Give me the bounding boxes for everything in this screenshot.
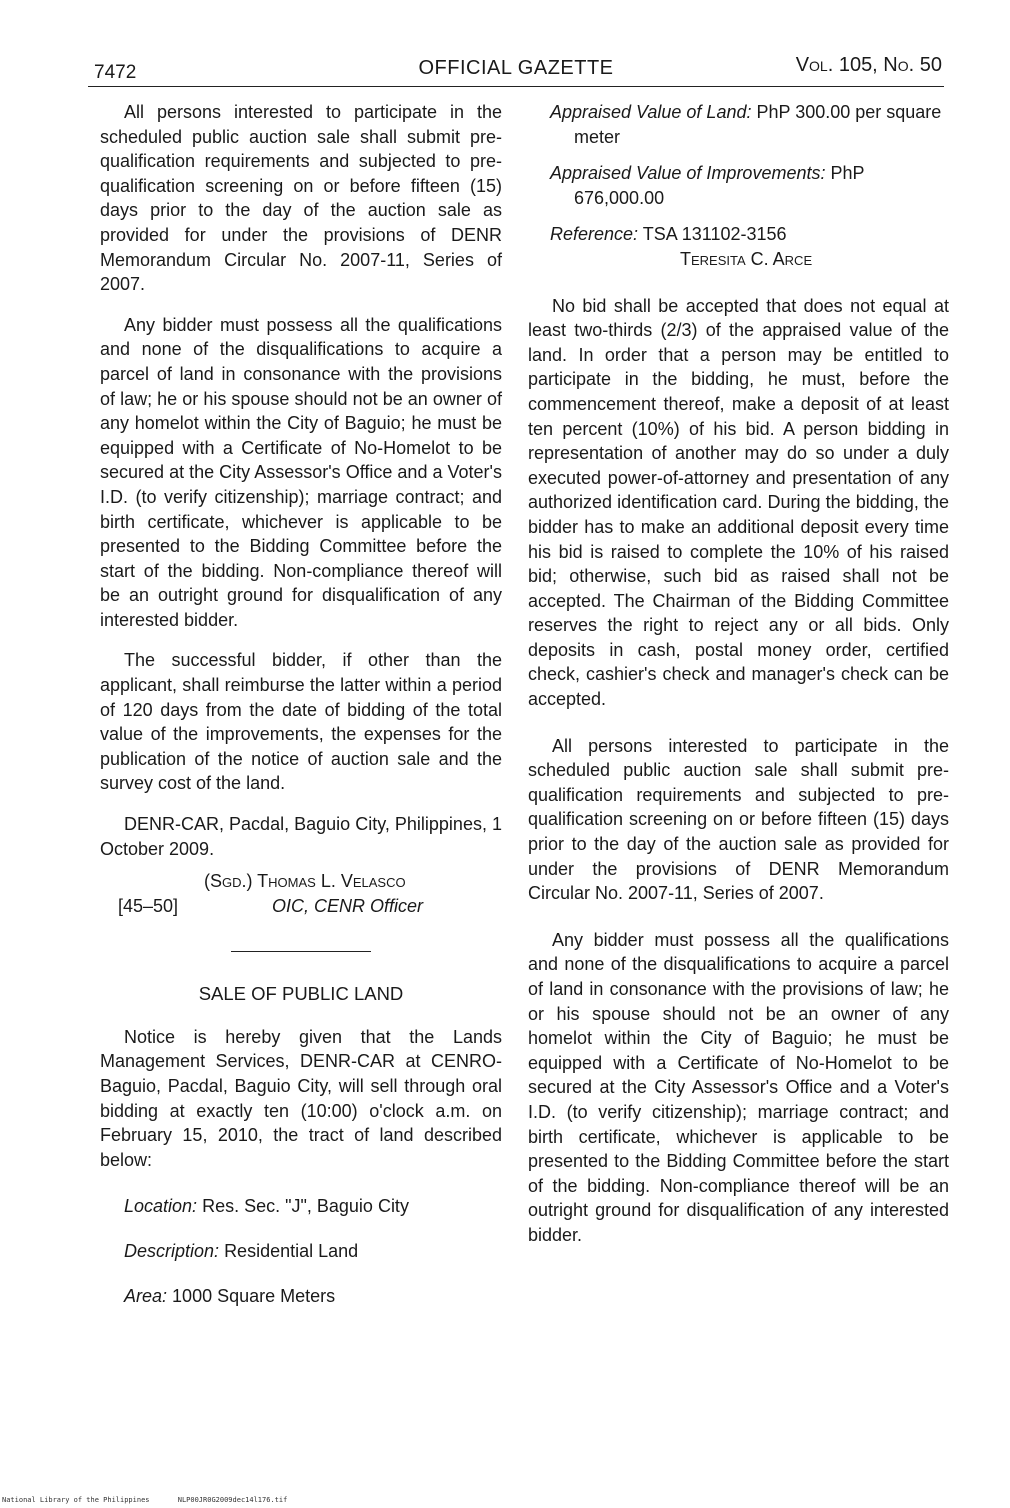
paragraph-notice: Notice is hereby given that the Lands Management Services, DENR-CAR at CENRO-Baguio, Pacdal, Baguio City, will sell through oral bidding at exactly ten (10:00) o'clock a.m. on February 15, 2010, the tract of land described below:	[100, 1026, 502, 1170]
location-label: Location:	[124, 1196, 198, 1217]
area-item	[124, 1284, 502, 1309]
paragraph-prequalification-right: All persons interested to participate in the scheduled public auction sale shall submit pre-qualification requirements and subjected to pre-qualification screening on or before fifteen (15) days prior to the day of the auction sale as provided for under the provisions of DENR Memorandum Circular No. 2007-11, Series of 2007.	[528, 735, 949, 904]
description-item	[124, 1239, 502, 1264]
page-number: 7472	[94, 62, 137, 83]
right-column	[528, 100, 949, 1264]
library-credit: National Library of the Philippines	[2, 1496, 150, 1504]
section-divider	[231, 951, 371, 952]
paragraph-place-date: DENR-CAR, Pacdal, Baguio City, Philippines, 1 October 2009.	[100, 814, 502, 859]
appraised-improvements-item	[550, 161, 949, 210]
description-value: Residential Land	[224, 1240, 359, 1261]
appraised-land-value: PhP 300.00 per square meter	[574, 102, 942, 147]
reference-value: TSA 131102-3156	[642, 224, 787, 245]
signatory-name: (Sgd.) Thomas L. Velasco	[204, 871, 406, 892]
signature-block	[100, 869, 502, 921]
appraised-land-item	[550, 100, 949, 149]
appraised-land-label: Appraised Value of Land:	[550, 102, 752, 122]
volume-number: Vol. 105, No. 50	[795, 54, 942, 76]
location-value: Res. Sec. "J", Baguio City	[202, 1196, 409, 1217]
paragraph-prequalification: All persons interested to participate in the scheduled public auction sale shall submit pre-qualification requirements and subjected to pre-qualification screening on or before fifteen (15) days prior to the day of the auction sale as provided for under the provisions of DENR Memorandum Circular No. 2007-11, Series of 2007.	[100, 102, 502, 295]
section-title: SALE OF PUBLIC LAND	[198, 983, 404, 1005]
left-column	[100, 100, 502, 1328]
scan-filename: NLP00JR0G2009dec14l176.tif	[177, 1496, 288, 1504]
appraised-improvements-label: Appraised Value of Improvements:	[550, 163, 826, 184]
page-header	[88, 52, 944, 87]
description-label: Description:	[124, 1240, 220, 1261]
paragraph-bidder-qualifications: Any bidder must possess all the qualifications and none of the disqualifications to acquire a parcel of land in consonance with the provisions of law; he or his spouse should not be an owner of any homelot within the City of Baguio; he must be equipped with a Certificate of No-Homelot to be secured at the City Assessor's Office and a Voter's I.D. (to verify citizenship); marriage contract; and birth certificate, whichever is applicable to be presented to the Bidding Committee before the start of the bidding. Non-compliance thereof will be an outright ground for disqualification of any interested bidder.	[100, 314, 502, 630]
signatory-title: OIC, CENR Officer	[272, 896, 424, 917]
area-value: 1000 Square Meters	[172, 1285, 336, 1306]
paragraph-bid-rules: No bid shall be accepted that does not equal at least two-thirds (2/3) of the appraised value of the land. In order that a person may be entitled to participate in the bidding, he must, before the commencement thereof, make a deposit of at least ten percent (10%) of his bid. A person bidding in representation of another may do so under a duly executed power-of-attorney and presentation of any authorized identification card. During the bidding, the bidder has to make an additional deposit every time his bid is raised to complete the 10% of his raised bid; otherwise, such bid as raised shall not be accepted. The Chairman of the Bidding Committee reserves the right to reject any or all bids. Only deposits in cash, postal money order, certified check, cashier's check and manager's check can be accepted.	[528, 295, 949, 710]
paragraph-reimbursement: The successful bidder, if other than the applicant, shall reimburse the latter within a period of 120 days from the date of bidding of the total value of the improvements, the expenses for the publication of the notice of auction sale and the survey cost of the land.	[100, 650, 502, 794]
publication-title: OFFICIAL GAZETTE	[418, 57, 614, 79]
location-item	[124, 1194, 502, 1219]
area-label: Area:	[124, 1285, 168, 1306]
reference-name: Teresita C. Arce	[680, 248, 813, 269]
reference-label: Reference:	[550, 224, 639, 245]
scan-footer	[2, 1496, 311, 1504]
appraised-improvements-value: PhP 676,000.00	[574, 163, 865, 208]
publication-code: [45–50]	[118, 896, 179, 917]
reference-item	[550, 222, 949, 271]
paragraph-bidder-qualifications-right: Any bidder must possess all the qualifications and none of the disqualifications to acquire a parcel of land in consonance with the provisions of law; he or his spouse should not be an owner of any homelot within the City of Baguio; he must be equipped with a Certificate of No-Homelot to be secured at the City Assessor's Office and a Voter's I.D. (to verify citizenship); marriage contract; and birth certificate, whichever is applicable to be presented to the Bidding Committee before the start of the bidding. Non-compliance thereof will be an outright ground for disqualification of any interested bidder.	[528, 929, 949, 1245]
